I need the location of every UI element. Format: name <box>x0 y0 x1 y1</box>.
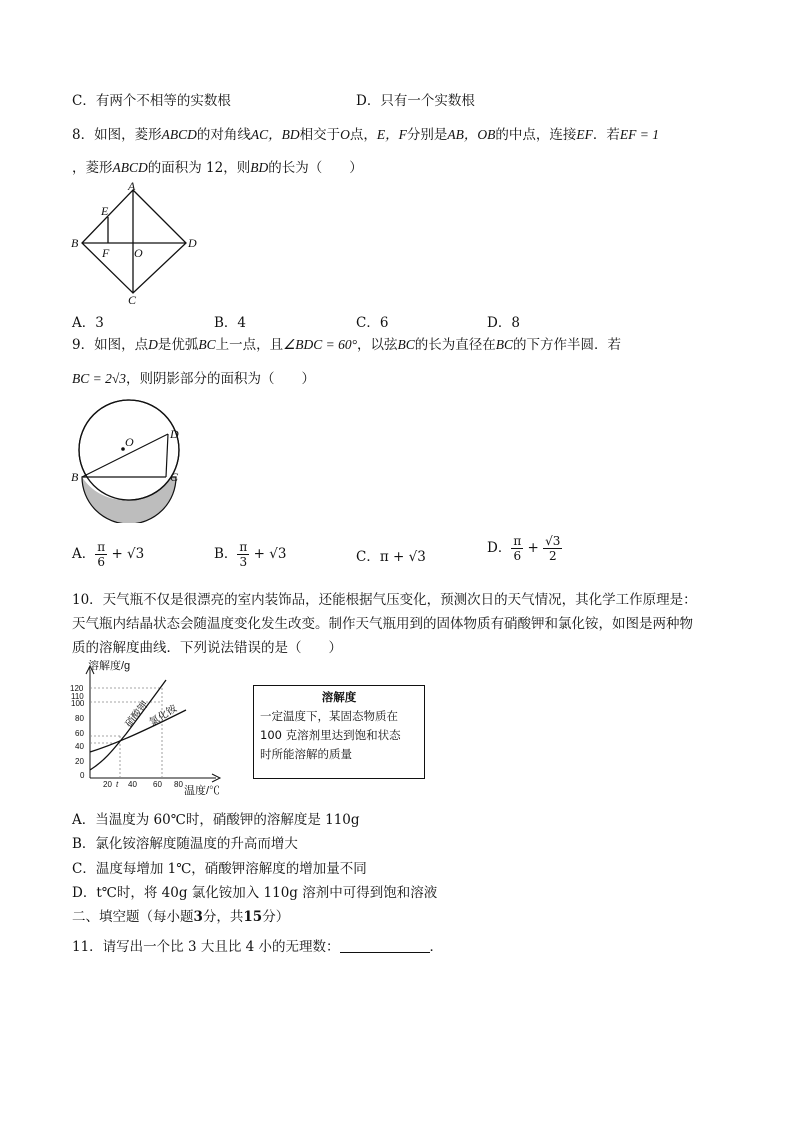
ytick-110: 110 <box>71 692 84 701</box>
label-o: O <box>125 435 134 449</box>
ytick-40: 40 <box>75 742 84 751</box>
xtick-t: t <box>116 780 119 789</box>
rhombus-figure <box>68 180 198 305</box>
ytick-120: 120 <box>70 684 84 693</box>
label-a: A <box>128 180 136 193</box>
xtick-20: 20 <box>103 780 112 789</box>
ytick-60: 60 <box>75 729 84 738</box>
definition-line2: 100 克溶剂里达到饱和状态 <box>260 728 401 742</box>
q9-stem-line1: 9．如图，点D是优弧BC上一点，且∠BDC = 60°，以弦BC的长为直径在BC的下方作半圆．若 <box>72 337 622 353</box>
xtick-40: 40 <box>128 780 137 789</box>
q11-answer-blank <box>340 938 430 953</box>
chart-ylabel: 溶解度/g <box>88 660 131 672</box>
section-header: 二、填空题（每小题3分，共15分） <box>72 909 290 925</box>
label-b: B <box>71 236 79 250</box>
label-d: D <box>188 236 197 250</box>
definition-line1: 一定温度下，某固态物质在 <box>260 709 398 723</box>
label-c: C <box>128 293 137 305</box>
label-c: C <box>170 470 179 484</box>
q8-option-b: B．4 <box>214 315 247 331</box>
chart-xlabel: 温度/℃ <box>184 785 221 795</box>
q7-option-c: C．有两个不相等的实数根 <box>72 93 231 109</box>
q8-option-d: D．8 <box>487 315 520 331</box>
q8-stem-line1: 8．如图，菱形ABCD的对角线AC，BD相交于O点，E，F分别是AB，OB的中点，连接EF．若EF = 1 <box>72 127 659 143</box>
q9-stem-line2: BC = 2√3，则阴影部分的面积为（ ） <box>72 371 316 387</box>
q10-option-b: B．氯化铵溶解度随温度的升高而增大 <box>72 836 298 852</box>
series-ammonium-chloride: 氯化铵 <box>147 703 180 729</box>
definition-line3: 时所能溶解的质量 <box>260 747 352 761</box>
definition-box <box>253 685 425 779</box>
label-f: F <box>102 246 110 260</box>
q9-option-d: D． $\frac{\pi}{6}$ + $\frac{√3}{2}$ <box>487 534 561 563</box>
q9-option-b: B． $\frac{\pi}{3}$ + √3 <box>214 540 287 569</box>
q11-stem: 11．请写出一个比 3 大且比 4 小的无理数： ． <box>72 939 444 955</box>
q10-option-a: A．当温度为 60℃时，硝酸钾的溶解度是 110g <box>72 812 360 828</box>
q10-option-c: C．温度每增加 1℃，硝酸钾溶解度的增加量不同 <box>72 861 367 877</box>
q7-option-d: D．只有一个实数根 <box>356 93 475 109</box>
q10-option-d: D．t℃时，将 40g 氯化铵加入 110g 溶剂中可得到饱和溶液 <box>72 885 438 901</box>
ytick-0: 0 <box>80 771 85 780</box>
ytick-80: 80 <box>75 714 84 723</box>
q8-stem-line2: ，菱形ABCD的面积为 12，则BD的长为（ ） <box>72 160 363 176</box>
q8-option-a: A．3 <box>72 315 104 331</box>
ytick-100: 100 <box>71 699 85 708</box>
label-d: D <box>170 427 179 441</box>
q10-stem-line2: 天气瓶内结晶状态会随温度变化发生改变。制作天气瓶用到的固体物质有硝酸钾和氯化铵，如图是两种物 <box>72 616 693 632</box>
circle-figure <box>68 398 193 523</box>
series-potassium-nitrate: 硝酸钾 <box>123 699 151 730</box>
label-b: B <box>71 470 79 484</box>
label-o: O <box>134 246 143 260</box>
label-e: E <box>101 204 109 218</box>
xtick-60: 60 <box>153 780 162 789</box>
q10-stem-line3: 质的溶解度曲线．下列说法错误的是（ ） <box>72 640 342 656</box>
definition-title: 溶解度 <box>321 690 357 704</box>
q10-stem-line1: 10．天气瓶不仅是很漂亮的室内装饰品，还能根据气压变化，预测次日的天气情况，其化学工作原理是： <box>72 592 697 608</box>
q9-option-a: A． $\frac{\pi}{6}$ + √3 <box>72 540 145 569</box>
solubility-chart <box>66 660 246 795</box>
ytick-20: 20 <box>75 757 84 766</box>
q9-option-c: C．π + √3 <box>356 549 426 565</box>
xtick-80: 80 <box>174 780 183 789</box>
q8-option-c: C．6 <box>356 315 389 331</box>
